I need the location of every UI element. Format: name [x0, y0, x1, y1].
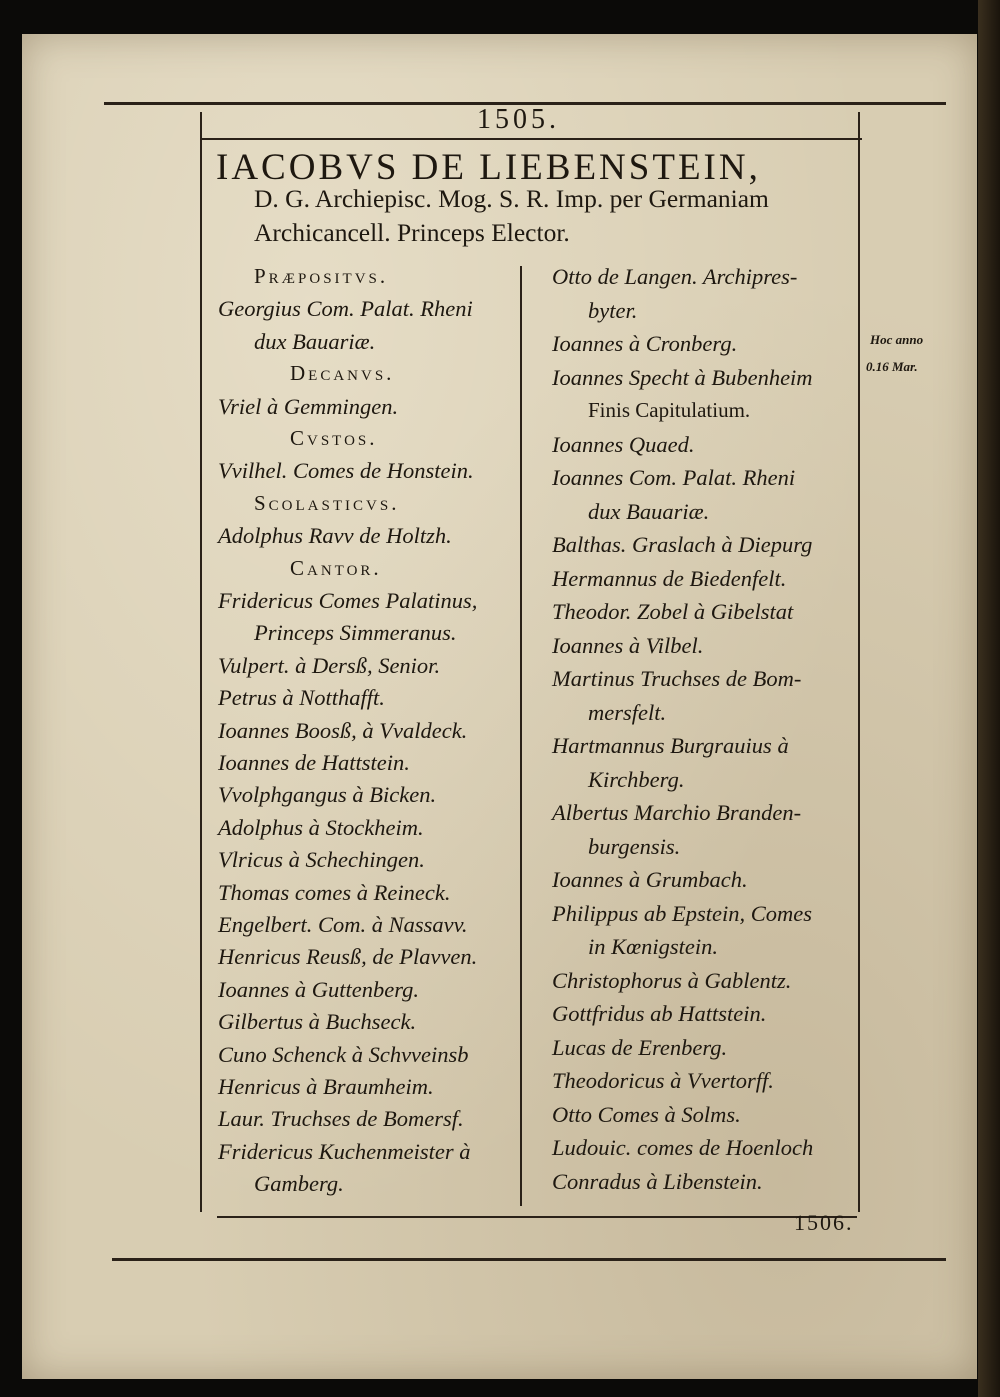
- right-entry: Theodor. Zobel à Gibelstat: [552, 599, 794, 624]
- right-entry: Conradus à Libenstein.: [552, 1168, 763, 1194]
- right-entry: Finis Capitulatium.: [588, 398, 751, 422]
- heading-line-1: IACOBVS DE LIEBENSTEIN,: [216, 147, 761, 188]
- right-entry: Philippus ab Epstein, Comes: [552, 900, 812, 926]
- left-frame-line: [200, 112, 202, 1212]
- left-entry: Vriel à Gemmingen.: [218, 393, 399, 419]
- right-entry: Ioannes Quaed.: [552, 431, 695, 457]
- left-entry: Cvstos.: [290, 426, 378, 450]
- left-entry: Engelbert. Com. à Nassavv.: [218, 912, 468, 937]
- left-entry: Adolphus à Stockheim.: [218, 814, 424, 840]
- right-entry: Kirchberg.: [588, 766, 685, 792]
- right-entry: Hartmannus Burgrauius à: [552, 733, 789, 758]
- right-entry: Ludouic. comes de Hoenloch: [552, 1135, 814, 1160]
- left-entry: Laur. Truchses de Bomersf.: [218, 1106, 464, 1132]
- right-entry: dux Bauariæ.: [588, 498, 710, 524]
- left-entry: Ioannes de Hattstein.: [218, 750, 410, 775]
- right-entry: burgensis.: [588, 833, 681, 859]
- left-entry: Fridericus Kuchenmeister à: [218, 1138, 471, 1164]
- right-entry: Ioannes à Grumbach.: [552, 867, 748, 892]
- left-entry: Ioannes à Guttenberg.: [218, 976, 420, 1002]
- book-page: [22, 34, 977, 1379]
- left-entry: Henricus à Braumheim.: [218, 1074, 434, 1099]
- left-entry: Gamberg.: [254, 1171, 344, 1197]
- page-number-top: 1505.: [477, 104, 560, 135]
- left-entry: Cantor.: [290, 555, 382, 580]
- right-entry: Theodoricus à Vvertorff.: [552, 1068, 774, 1093]
- left-entry: Princeps Simmeranus.: [254, 620, 457, 646]
- left-entry: Vulpert. à Dersß, Senior.: [218, 652, 441, 678]
- left-entry: dux Bauariæ.: [254, 328, 376, 354]
- right-entry: Ioannes Com. Palat. Rheni: [552, 465, 796, 490]
- right-entry: Otto Comes à Solms.: [552, 1101, 741, 1127]
- right-entry: Otto de Langen. Archipres-: [552, 264, 798, 289]
- left-entry: Georgius Com. Palat. Rheni: [218, 296, 473, 322]
- left-entry: Gilbertus à Buchseck.: [218, 1009, 417, 1035]
- left-entry: Vvolphgangus à Bicken.: [218, 782, 437, 808]
- left-entry: Fridericus Comes Palatinus,: [218, 588, 478, 613]
- heading-rule: [202, 138, 862, 140]
- right-entry: Hermannus de Biedenfelt.: [552, 565, 787, 591]
- left-entry: Vvilhel. Comes de Honstein.: [218, 458, 474, 484]
- right-entry: Balthas. Graslach à Diepurg: [552, 532, 813, 557]
- right-entry: Lucas de Erenberg.: [552, 1034, 728, 1060]
- left-entry: Præpositvs.: [254, 264, 389, 288]
- heading-line-2: D. G. Archiepisc. Mog. S. R. Imp. per Germaniam: [254, 184, 769, 213]
- left-entry: Cuno Schenck à Schvveinsb: [218, 1041, 469, 1067]
- right-entry: Ioannes à Vilbel.: [552, 632, 704, 658]
- left-entry: Decanvs.: [290, 361, 395, 386]
- bottom-rule-lower: [112, 1258, 946, 1261]
- scan-border-right: [978, 0, 1000, 1397]
- right-entry: Christophorus à Gablentz.: [552, 967, 792, 993]
- margin-note-line-2: 0.16 Mar.: [866, 359, 918, 374]
- right-entry: byter.: [588, 297, 638, 323]
- left-entry: Henricus Reusß, de Plavven.: [218, 944, 478, 970]
- right-entry: Albertus Marchio Branden-: [552, 800, 802, 825]
- column-divider: [520, 266, 522, 1206]
- page-number-bottom: 1506.: [794, 1210, 854, 1235]
- left-entry: Adolphus Ravv de Holtzh.: [218, 523, 452, 549]
- left-entry: Vlricus à Schechingen.: [218, 847, 425, 873]
- bottom-rule-upper: [217, 1216, 857, 1218]
- right-entry: Ioannes à Cronberg.: [552, 331, 738, 356]
- right-entry: mersfelt.: [588, 699, 667, 725]
- right-frame-line: [858, 112, 860, 1212]
- right-entry: Ioannes Specht à Bubenheim: [552, 364, 813, 390]
- scan-border-top: [0, 0, 1000, 34]
- left-entry: Petrus à Notthafft.: [218, 685, 385, 711]
- right-entry: in Kœnigstein.: [588, 934, 719, 959]
- left-entry: Thomas comes à Reineck.: [218, 879, 451, 905]
- right-entry: Martinus Truchses de Bom-: [552, 666, 802, 691]
- left-entry: Scolasticvs.: [254, 490, 400, 515]
- margin-note-line-1: Hoc anno: [870, 332, 924, 347]
- left-entry: Ioannes Boosß, à Vvaldeck.: [218, 717, 468, 743]
- right-entry: Gottfridus ab Hattstein.: [552, 1001, 767, 1026]
- heading-line-3: Archicancell. Princeps Elector.: [254, 218, 570, 247]
